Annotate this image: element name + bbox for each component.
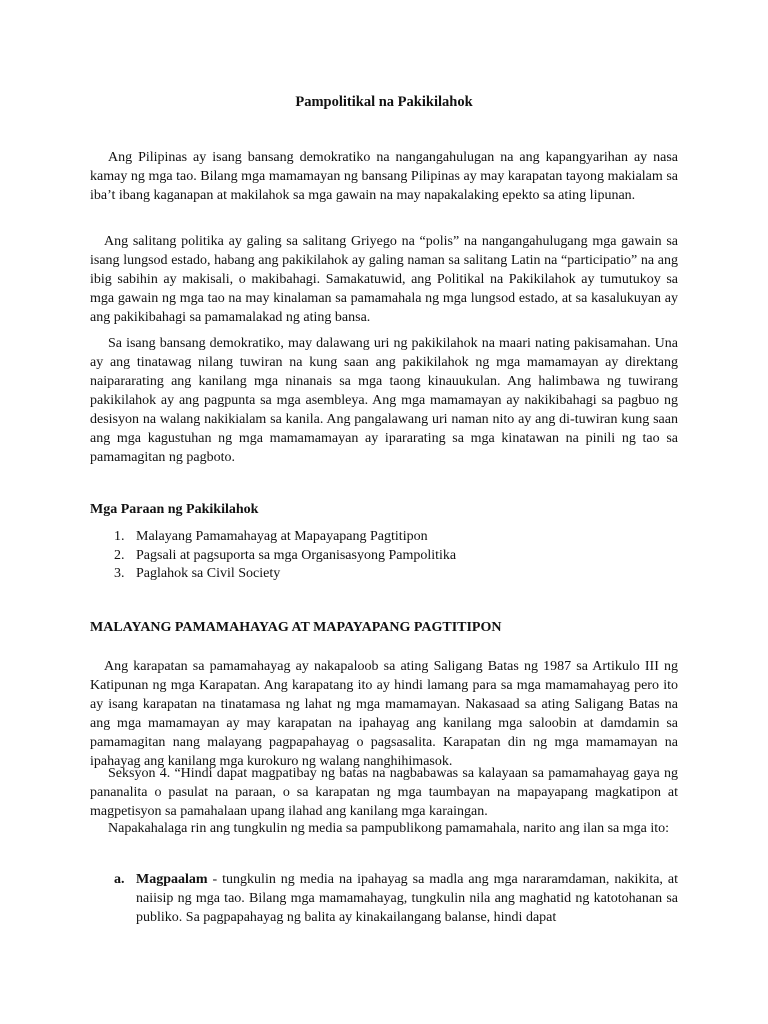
ways-list: [90, 528, 678, 584]
list-item-number: 1.: [114, 529, 125, 544]
list-item-number: 3.: [114, 566, 125, 581]
media-role-item: [90, 870, 678, 927]
section-heading-malayang-pamamahayag: MALAYANG PAMAMAHAYAG AT MAPAYAPANG PAGTITIPON: [90, 620, 502, 635]
ways-heading: Mga Paraan ng Pakikilahok: [90, 502, 259, 517]
list-item: [90, 565, 678, 584]
media-role-term: Magpaalam: [136, 872, 208, 887]
list-item: [90, 547, 678, 566]
media-role-text: - tungkulin ng media na ipahayag sa madla ang mga nararamdaman, nakikita, at naiisip ng mga tao. Bilang mga mamamahayag, tungkulin nila ang maghatid ng katotohanan sa publiko. Sa pagpapahayag ng balita ay kinakailangang balanse, hindi dapat: [136, 872, 678, 925]
media-role-body: [136, 870, 678, 927]
section1-paragraph-1: Ang karapatan sa pamamahayag ay nakapaloob sa ating Saligang Batas ng 1987 sa Artikulo III ng Katipunan ng mga Karapatan. Ang karapatang ito ay hindi lamang para sa mga mamamahayag pero ito ay isang karapatan na tinatamasa ng lahat ng mga mamamayan. Nakasaad sa ating Saligang Batas na ang mga mamamayan ay may karapatan na ipahayag ang kanilang mga saloobin at damdamin sa pamamagitan nang malayang pagpapahayag o pagsasalita. Karapatan din ng mga mamamayan na ipahayag ang kanilang mga kurokuro ng walang nanghihimasok.: [90, 659, 678, 769]
document-title: Pampolitikal na Pakikilahok: [295, 94, 473, 110]
list-item-number: 2.: [114, 547, 125, 563]
section1-paragraph-3: Napakahalaga rin ang tungkulin ng media sa pampublikong pamamahala, narito ang ilan sa mga ito:: [108, 821, 670, 836]
list-item-text: Paglahok sa Civil Society: [136, 566, 281, 581]
list-item-text: Malayang Pamamahayag at Mapayapang Pagtitipon: [136, 529, 428, 544]
list-item: [90, 528, 678, 547]
intro-paragraph-3: Sa isang bansang demokratiko, may dalawang uri ng pakikilahok na maari nating pakisamahan. Una ay ang tinatawag nilang tuwiran na kung saan ang pakikilahok ng mga mamamayan ay direktang naipararating ang kanilang mga ninanais sa mga taong kinauukulan. Ang halimbawa ng tuwirang pakikilahok ay ang pagpunta sa mga asembleya. Ang mga mamamayan ay nakikibahagi sa pagbuo ng desisyon na walang nakikialam sa kanila. Ang pangalawang uri naman nito ay ang di-tuwiran kung saan ang mga kagustuhan ng mga mamamamayan ay ipararating sa mga kinatawan na pinili ng tao sa pamamagitan ng pagboto.: [90, 336, 678, 465]
intro-paragraph-1: Ang Pilipinas ay isang bansang demokratiko na nangangahulugan na ang kapangyarihan ay nasa kamay ng mga tao. Bilang mga mamamayan ng bansang Pilipinas ay may karapatan tayong makialam sa iba’t ibang kaganapan at makilahok sa mga gawain na may napakalaking epekto sa ating lipunan.: [90, 150, 678, 203]
media-role-letter: a.: [114, 872, 125, 887]
list-item-text: Pagsali at pagsuporta sa mga Organisasyong Pampolitika: [136, 547, 457, 563]
section1-paragraph-2: Seksyon 4. “Hindi dapat magpatibay ng batas na nagbabawas sa kalayaan sa pamamahayag gaya ng pananalita o pasulat na paraan, o sa karapatan ng mga taumbayan na mapayapang magkatipon at magpetisyon sa pamahalaan upang ilahad ang kanilang mga karaingan.: [90, 766, 678, 819]
intro-paragraph-2: Ang salitang politika ay galing sa salitang Griyego na “polis” na nangangahulugang mga gawain sa isang lungsod estado, habang ang pakikilahok ay galing naman sa salitang Latin na “participatio” na ang ibig sabihin ay makisali, o makibahagi. Samakatuwid, ang Politikal na Pakikilahok ay tumutukoy sa mga gawain ng mga tao na may kinalaman sa pamamahala ng mga lungsod estado, at sa kasalukuyan ay ang pakikibahagi sa pamamalakad ng ating bansa.: [90, 234, 678, 325]
